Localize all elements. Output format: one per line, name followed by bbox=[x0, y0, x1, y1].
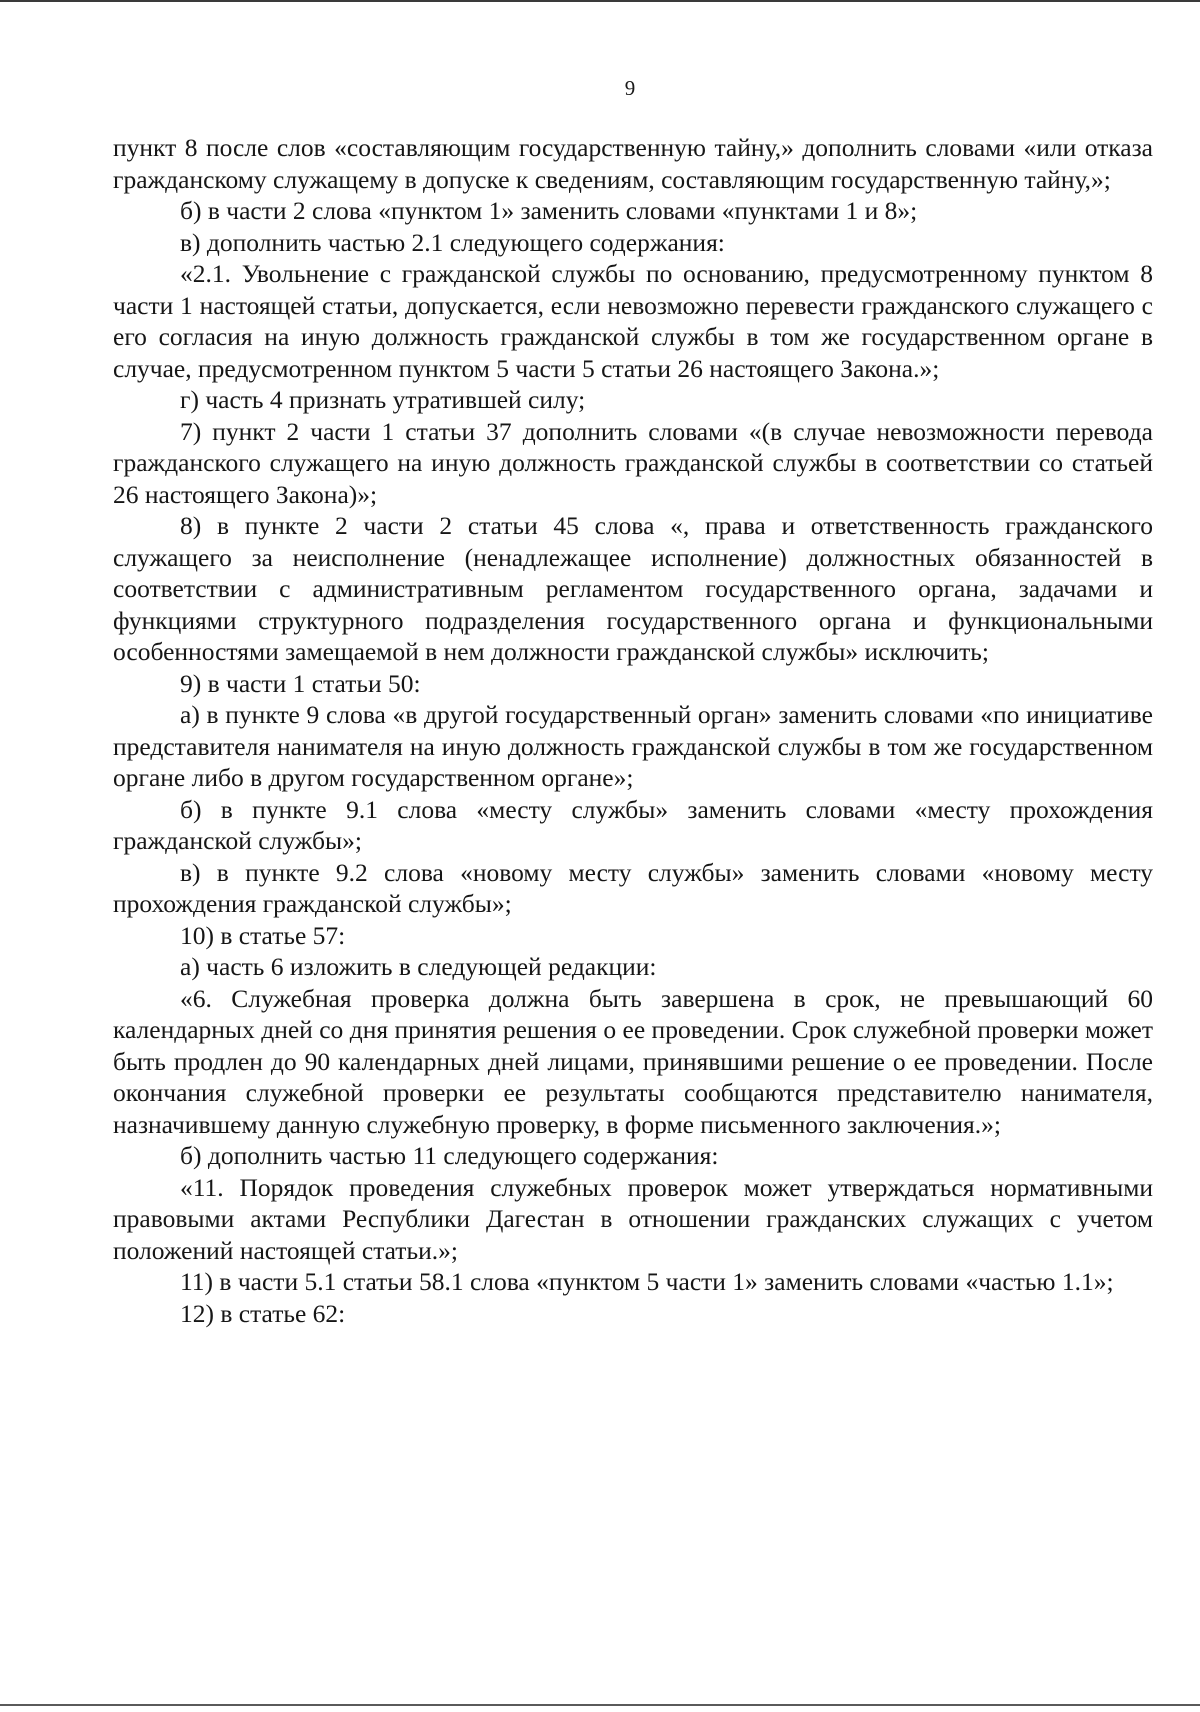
paragraph: 11) в части 5.1 статьи 58.1 слова «пунктом 5 части 1» заменить словами «частью 1.1»; bbox=[180, 1267, 1114, 1296]
paragraph: 10) в статье 57: bbox=[180, 920, 346, 950]
paragraph: в) дополнить частью 2.1 следующего содержания: bbox=[180, 227, 725, 257]
paragraph: «6. Служебная проверка должна быть завершена в срок, не превышающий 60 календарных дней со дня принятия решения о ее проведении. Срок служебной проверки может быть продлен до 90 календарных дней лицами, принявшими решение о ее проведении. После окончания служебной проверки ее результаты сообщаются представителю нанимателя, назначившему данную служебную проверку, в форме письменного заключения.»; bbox=[113, 983, 1153, 1139]
top-edge-rule bbox=[0, 0, 1200, 2]
paragraph: пункт 8 после слов «составляющим государственную тайну,» дополнить словами «или отказа гражданскому служащему в допуске к сведениям, составляющим государственную тайну,»; bbox=[113, 133, 1153, 194]
paragraph: «11. Порядок проведения служебных проверок может утверждаться нормативными правовыми актами Республики Дагестан в отношении гражданских служащих с учетом положений настоящей статьи.»; bbox=[113, 1172, 1153, 1265]
page-number: 9 bbox=[624, 76, 636, 100]
paragraph: 9) в части 1 статьи 50: bbox=[180, 668, 421, 698]
paragraph: б) в части 2 слова «пунктом 1» заменить словами «пунктами 1 и 8»; bbox=[180, 196, 918, 225]
paragraph: б) дополнить частью 11 следующего содержания: bbox=[180, 1141, 719, 1170]
paragraph: в) в пункте 9.2 слова «новому месту службы» заменить словами «новому месту прохождения гражданской службы»; bbox=[113, 857, 1153, 918]
paragraph: г) часть 4 признать утратившей силу; bbox=[180, 385, 586, 414]
paragraph: а) в пункте 9 слова «в другой государственный орган» заменить словами «по инициативе представителя нанимателя на иную должность гражданской службы в том же государственном органе либо в другом государственном органе»; bbox=[113, 700, 1153, 792]
paragraph: «2.1. Увольнение с гражданской службы по основанию, предусмотренному пунктом 8 части 1 настоящей статьи, допускается, если невозможно перевести гражданского служащего с его согласия на иную должность гражданской службы в том же государственном органе в случае, предусмотренном пунктом 5 части 5 статьи 26 настоящего Закона.»; bbox=[113, 259, 1153, 383]
paragraph: 7) пункт 2 части 1 статьи 37 дополнить словами «(в случае невозможности перевода гражданского служащего на иную должность гражданской службы в соответствии со статьей 26 настоящего Закона)»; bbox=[113, 416, 1153, 509]
document-body bbox=[113, 132, 1153, 1329]
paragraph: б) в пункте 9.1 слова «месту службы» заменить словами «месту прохождения гражданской службы»; bbox=[113, 794, 1153, 855]
paragraph: а) часть 6 изложить в следующей редакции: bbox=[180, 952, 657, 981]
paragraph: 12) в статье 62: bbox=[180, 1298, 346, 1328]
bottom-edge-rule bbox=[0, 1704, 1200, 1706]
paragraph: 8) в пункте 2 части 2 статьи 45 слова «, права и ответственность гражданского служащего за неисполнение (ненадлежащее исполнение) должностных обязанностей в соответствии с административным регламентом государственного органа, задачами и функциями структурного подразделения государственного органа и функциональными особенностями замещаемой в нем должности гражданской службы» исключить; bbox=[113, 511, 1153, 666]
